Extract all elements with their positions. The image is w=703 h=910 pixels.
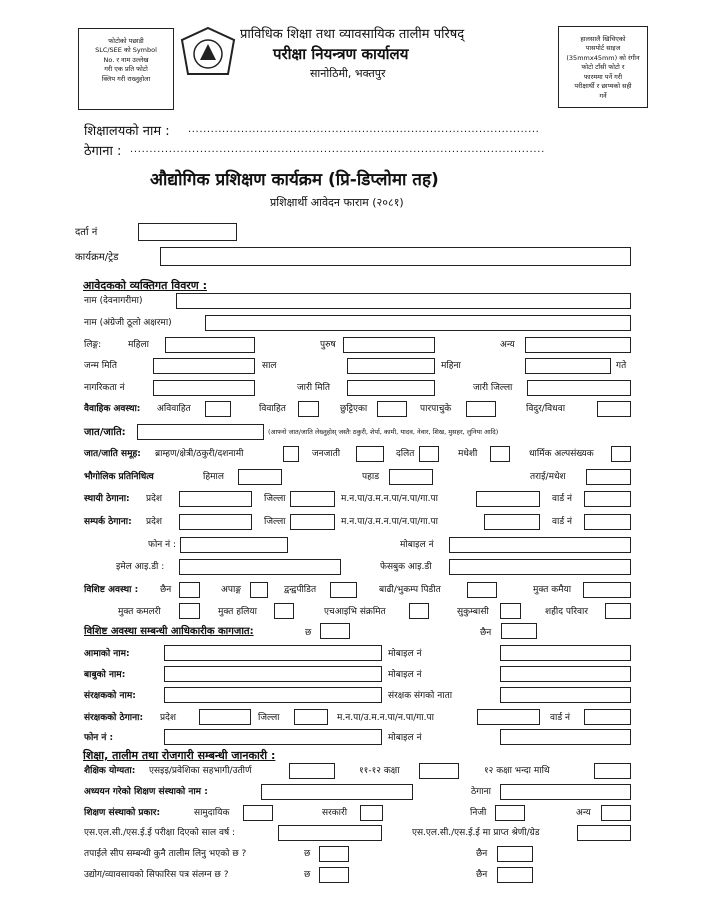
married-checkbox[interactable] (298, 401, 319, 417)
day-label: गते (616, 361, 627, 371)
class-11-12-label: ११-१२ कक्षा (359, 766, 400, 776)
terai-checkbox[interactable] (586, 469, 631, 485)
see-year-label: एस.एल.सी./एस.ई.ई परीक्षा दिएको साल वर्ष : (84, 828, 236, 838)
janajati-label: जनजाती (312, 449, 341, 459)
school-type-label: शिक्षण संस्थाको प्रकार: (84, 808, 161, 818)
caste-field[interactable] (137, 424, 264, 440)
special-none-label: छैन (160, 585, 172, 595)
divorced-label: पारपाचुके (420, 404, 452, 414)
program-field[interactable] (160, 247, 631, 266)
hiv-checkbox[interactable] (409, 603, 429, 619)
caste-group-label: जात/जाति समूह: (84, 449, 141, 459)
other-school-checkbox[interactable] (601, 805, 631, 821)
government-checkbox[interactable] (360, 805, 383, 821)
disabled-label: अपाङ्ग (221, 585, 242, 595)
dob-label: जन्म मिति (84, 361, 117, 371)
madhesi-label: मधेशी (458, 449, 478, 459)
above-12-checkbox[interactable] (594, 763, 631, 779)
temp-municipality-field[interactable] (484, 514, 540, 530)
school-name-dots: ............................................................................................. (188, 124, 540, 135)
disaster-victim-checkbox[interactable] (467, 582, 497, 598)
father-name-field[interactable] (164, 666, 382, 682)
father-name-label: बाबुको नाम: (84, 670, 126, 680)
other-school-label: अन्य (576, 808, 591, 818)
mother-name-label: आमाको नाम: (84, 649, 130, 659)
name-nepali-label: नाम (देवनागरीमा) (84, 296, 143, 306)
geographic-label: भौगोलिक प्रतिनिधित्व (84, 472, 154, 482)
widow-label: विदुर/विधवा (526, 404, 566, 414)
martyr-family-label: शहीद परिवार (545, 607, 589, 617)
industry-yes-label: छ (304, 870, 311, 880)
see-passed-label: एसइइ/प्रवेशिका सहभागी/उतीर्ण (149, 766, 252, 776)
separated-checkbox[interactable] (377, 401, 407, 417)
facebook-label: फेसबुक आइ.डी (380, 562, 432, 572)
private-checkbox[interactable] (495, 805, 525, 821)
guardian-ward-field[interactable] (584, 709, 631, 725)
see-year-field[interactable] (278, 825, 382, 841)
martyr-family-checkbox[interactable] (605, 603, 631, 619)
kamaiya-label: मुक्त कमैया (533, 585, 572, 595)
kamaiya-checkbox[interactable] (583, 582, 631, 598)
guardian-district-label: जिल्ला (258, 713, 280, 723)
guardian-address-label: संरक्षकको ठेगाना: (84, 713, 144, 723)
industry-no-label: छैन (476, 870, 488, 880)
guardian-phone-label: फोन नं : (84, 733, 114, 743)
madhesi-checkbox[interactable] (490, 446, 510, 462)
year-label: साल (262, 361, 277, 371)
temp-province-field[interactable] (179, 514, 252, 530)
guardian-phone-field[interactable] (164, 729, 382, 745)
perm-ward-field[interactable] (584, 491, 631, 507)
special-status-label: विशिष्ट अवस्था : (84, 585, 139, 595)
dob-month-field[interactable] (347, 358, 435, 374)
haliya-label: मुक्त हलिया (218, 607, 257, 617)
caste-label: जात/जाति: (84, 427, 126, 438)
guardian-name-field[interactable] (164, 687, 382, 703)
special-doc-yes-checkbox[interactable] (320, 623, 350, 639)
divorced-checkbox[interactable] (466, 401, 496, 417)
issue-district-label: जारी जिल्ला (473, 383, 513, 393)
perm-district-field[interactable] (290, 491, 335, 507)
registration-field[interactable] (138, 223, 237, 241)
month-label: महिना (441, 361, 461, 371)
temp-ward-label: वार्ड नं (552, 517, 573, 527)
issue-date-label: जारी मिति (297, 383, 331, 393)
father-mobile-field[interactable] (500, 666, 631, 682)
citizenship-field[interactable] (153, 380, 255, 396)
industry-no-checkbox[interactable] (497, 867, 533, 883)
industry-letter-question: उद्योग/व्यावसायको सिफारिस पत्र संलग्न छ ? (84, 870, 229, 880)
see-grade-label: एस.एल.सी./एस.ई.ई मा प्राप्त श्रेणी/ग्रेड (412, 828, 540, 838)
dalit-label: दलित (396, 449, 415, 459)
female-label: महिला (128, 340, 149, 350)
special-doc-no-checkbox[interactable] (501, 623, 537, 639)
temp-district-field[interactable] (290, 514, 335, 530)
class-11-12-checkbox[interactable] (419, 763, 459, 779)
himal-label: हिमाल (203, 472, 224, 482)
religious-minority-label: धार्मिक अल्पसंख्यक (529, 449, 594, 459)
conflict-victim-checkbox[interactable] (330, 582, 357, 598)
janajati-checkbox[interactable] (356, 446, 384, 462)
facebook-field[interactable] (449, 559, 631, 575)
guardian-province-label: प्रदेश (160, 713, 177, 723)
email-label: इमेल आइ.डी : (116, 562, 165, 572)
special-none-checkbox[interactable] (179, 582, 200, 598)
other-gender-checkbox[interactable] (525, 337, 631, 353)
marital-status-label: वैवाहिक अवस्था: (84, 404, 141, 414)
unmarried-label: अविवाहित (157, 404, 191, 414)
above-12-label: १२ कक्षा भन्दा माथि (484, 766, 550, 776)
conflict-victim-label: द्वन्द्वपीडित (284, 585, 317, 595)
guardian-name-label: संरक्षकको नाम: (84, 691, 136, 701)
gender-label: लिङ्ग: (84, 340, 102, 350)
perm-municipality-field[interactable] (476, 491, 540, 507)
temp-province-label: प्रदेश (146, 517, 163, 527)
temp-municipality-label: म.न.पा/उ.म.न.पा/न.पा/गा.पा (341, 517, 438, 527)
contact-address-label: सम्पर्क ठेगाना: (84, 517, 132, 527)
guardian-municipality-field[interactable] (477, 709, 540, 725)
email-field[interactable] (179, 559, 341, 575)
school-address-field[interactable] (500, 784, 631, 800)
guardian-relation-field[interactable] (500, 687, 631, 703)
ctevt-emblem-logo (178, 26, 238, 82)
industry-yes-checkbox[interactable] (319, 867, 349, 883)
brahmin-checkbox[interactable] (283, 446, 299, 462)
school-address-label: ठेगाना : (84, 144, 122, 159)
education-section-heading: शिक्षा, तालीम तथा रोजगारी सम्बन्धी जानकारी : (83, 749, 276, 762)
special-doc-no-label: छैन (480, 628, 492, 638)
training-no-checkbox[interactable] (497, 846, 533, 862)
unmarried-checkbox[interactable] (205, 401, 231, 417)
temp-district-label: जिल्ला (264, 517, 286, 527)
special-doc-yes-label: छ (305, 628, 312, 638)
photo-back-note: फोटोको पछाडी SLC/SEE को Symbol No. र नाम उल्लेख गरी एक प्रति फोटो क्लिप गरी राख्नुहोला (78, 28, 174, 110)
personal-details-heading: आवेदकको व्यक्तिगत विवरण : (83, 279, 207, 292)
community-label: सामुदायिक (194, 808, 230, 818)
registration-label: दर्ता नं (75, 227, 98, 238)
passport-photo-note: हालसालै खिचिएको पासपोर्ट साइज (35mmx45mm) को रंगीन फोटो टाँसी फोटो र फारममा पर्ने गरी परीक्षार्थी र छाप्यको सही गर्ने (558, 26, 648, 108)
education-label: शैक्षिक योग्यता: (84, 766, 136, 776)
caste-note: (आफ्नो जात/जाति लेख्नुहोस् जस्तैः ठकुरी, शेर्पा, कामी, यादव, नेवार, शिख, मुसहर, लुनिया आदि) (268, 428, 499, 436)
perm-district-label: जिल्ला (264, 494, 286, 504)
perm-province-field[interactable] (179, 491, 252, 507)
separated-label: छुट्टिएका (340, 404, 368, 414)
office-name: परीक्षा नियन्त्रण कार्यालय (273, 45, 409, 63)
community-checkbox[interactable] (243, 805, 273, 821)
name-english-field[interactable] (205, 315, 631, 331)
citizenship-label: नागरिकता नं (84, 383, 125, 393)
name-english-label: नाम (अंग्रेजी ठूलो अक्षरमा) (84, 318, 172, 328)
male-label: पुरुष (320, 340, 336, 350)
issue-date-field[interactable] (347, 380, 435, 396)
female-checkbox[interactable] (165, 337, 255, 353)
see-passed-checkbox[interactable] (289, 763, 335, 779)
disabled-checkbox[interactable] (250, 582, 268, 598)
himal-checkbox[interactable] (238, 469, 282, 485)
married-label: विवाहित (259, 404, 286, 414)
mother-mobile-label: मोबाइल नं (388, 649, 422, 659)
school-address-field-label: ठेगाना (471, 787, 491, 797)
phone-label: फोन नं : (148, 540, 177, 550)
name-nepali-field[interactable] (176, 293, 631, 309)
org-name: प्राविधिक शिक्षा तथा व्यावसायिक तालीम परिषद् (240, 27, 465, 42)
issue-district-field[interactable] (527, 380, 631, 396)
training-no-label: छैन (476, 849, 488, 859)
kamlari-checkbox[interactable] (179, 603, 200, 619)
mobile-label: मोबाइल नं (400, 540, 434, 550)
perm-province-label: प्रदेश (146, 494, 163, 504)
guardian-ward-label: वार्ड नं (550, 713, 571, 723)
male-checkbox[interactable] (343, 337, 435, 353)
brahmin-label: ब्राम्हण/क्षेत्री/ठकुरी/दशनामी (155, 449, 244, 459)
school-attended-field[interactable] (261, 784, 413, 800)
pahad-label: पहाड (362, 472, 380, 482)
guardian-mobile-field[interactable] (500, 729, 631, 745)
mother-mobile-field[interactable] (500, 645, 631, 661)
perm-municipality-label: म.न.पा/उ.म.न.पा/न.पा/गा.पा (341, 494, 438, 504)
dob-day-field[interactable] (525, 358, 611, 374)
school-name-label: शिक्षालयको नाम : (84, 124, 170, 139)
temp-ward-field[interactable] (584, 514, 631, 530)
hiv-label: एचआइभि संक्रमित (324, 607, 386, 617)
other-gender-label: अन्य (500, 340, 515, 350)
dob-year-field[interactable] (153, 358, 255, 374)
squatter-checkbox[interactable] (500, 603, 521, 619)
dalit-checkbox[interactable] (419, 446, 439, 462)
squatter-label: सुकुम्बासी (457, 607, 489, 617)
widow-checkbox[interactable] (597, 401, 631, 417)
private-label: निजी (470, 808, 487, 818)
religious-minority-checkbox[interactable] (611, 446, 631, 462)
guardian-district-field[interactable] (294, 709, 328, 725)
training-yes-label: छ (304, 849, 311, 859)
form-subtitle: प्रशिक्षार्थी आवेदन फाराम (२०८१) (270, 196, 404, 209)
training-question: तपाईले सीप सम्बन्धी कुनै तालीम लिनु भएको छ ? (84, 849, 247, 859)
school-attended-label: अध्ययन गरेको शिक्षण संस्थाको नाम : (84, 787, 208, 797)
special-document-label: विशिष्ट अवस्था सम्बन्धी आधिकारीक कागजात: (84, 626, 254, 637)
guardian-mobile-label: मोबाइल नं (388, 733, 422, 743)
form-title: औद्योगिक प्रशिक्षण कार्यक्रम (प्रि-डिप्लोमा तह) (150, 170, 439, 190)
training-yes-checkbox[interactable] (319, 846, 349, 862)
pahad-checkbox[interactable] (389, 469, 433, 485)
father-mobile-label: मोबाइल नं (388, 670, 422, 680)
mobile-field[interactable] (449, 537, 631, 553)
haliya-checkbox[interactable] (274, 603, 294, 619)
school-address-dots: ........................................................................................................... (130, 144, 546, 155)
office-address: सानोठिमी, भक्तपुर (310, 67, 386, 80)
terai-label: तराई/मधेश (530, 472, 566, 482)
disaster-victim-label: बाढी/भुकम्प पिडीत (379, 585, 441, 595)
guardian-province-field[interactable] (199, 709, 251, 725)
kamlari-label: मुक्त कमलरी (118, 607, 161, 617)
permanent-address-label: स्थायी ठेगाना: (84, 494, 130, 504)
mother-name-field[interactable] (164, 645, 382, 661)
guardian-relation-label: संरक्षक संगको नाता (388, 691, 453, 701)
government-label: सरकारी (322, 808, 348, 818)
phone-field[interactable] (180, 537, 288, 553)
perm-ward-label: वार्ड नं (552, 494, 573, 504)
see-grade-field[interactable] (577, 825, 631, 841)
guardian-municipality-label: म.न.पा/उ.म.न.पा/न.पा/गा.पा (337, 713, 434, 723)
program-label: कार्यक्रम/ट्रेड (75, 252, 119, 263)
